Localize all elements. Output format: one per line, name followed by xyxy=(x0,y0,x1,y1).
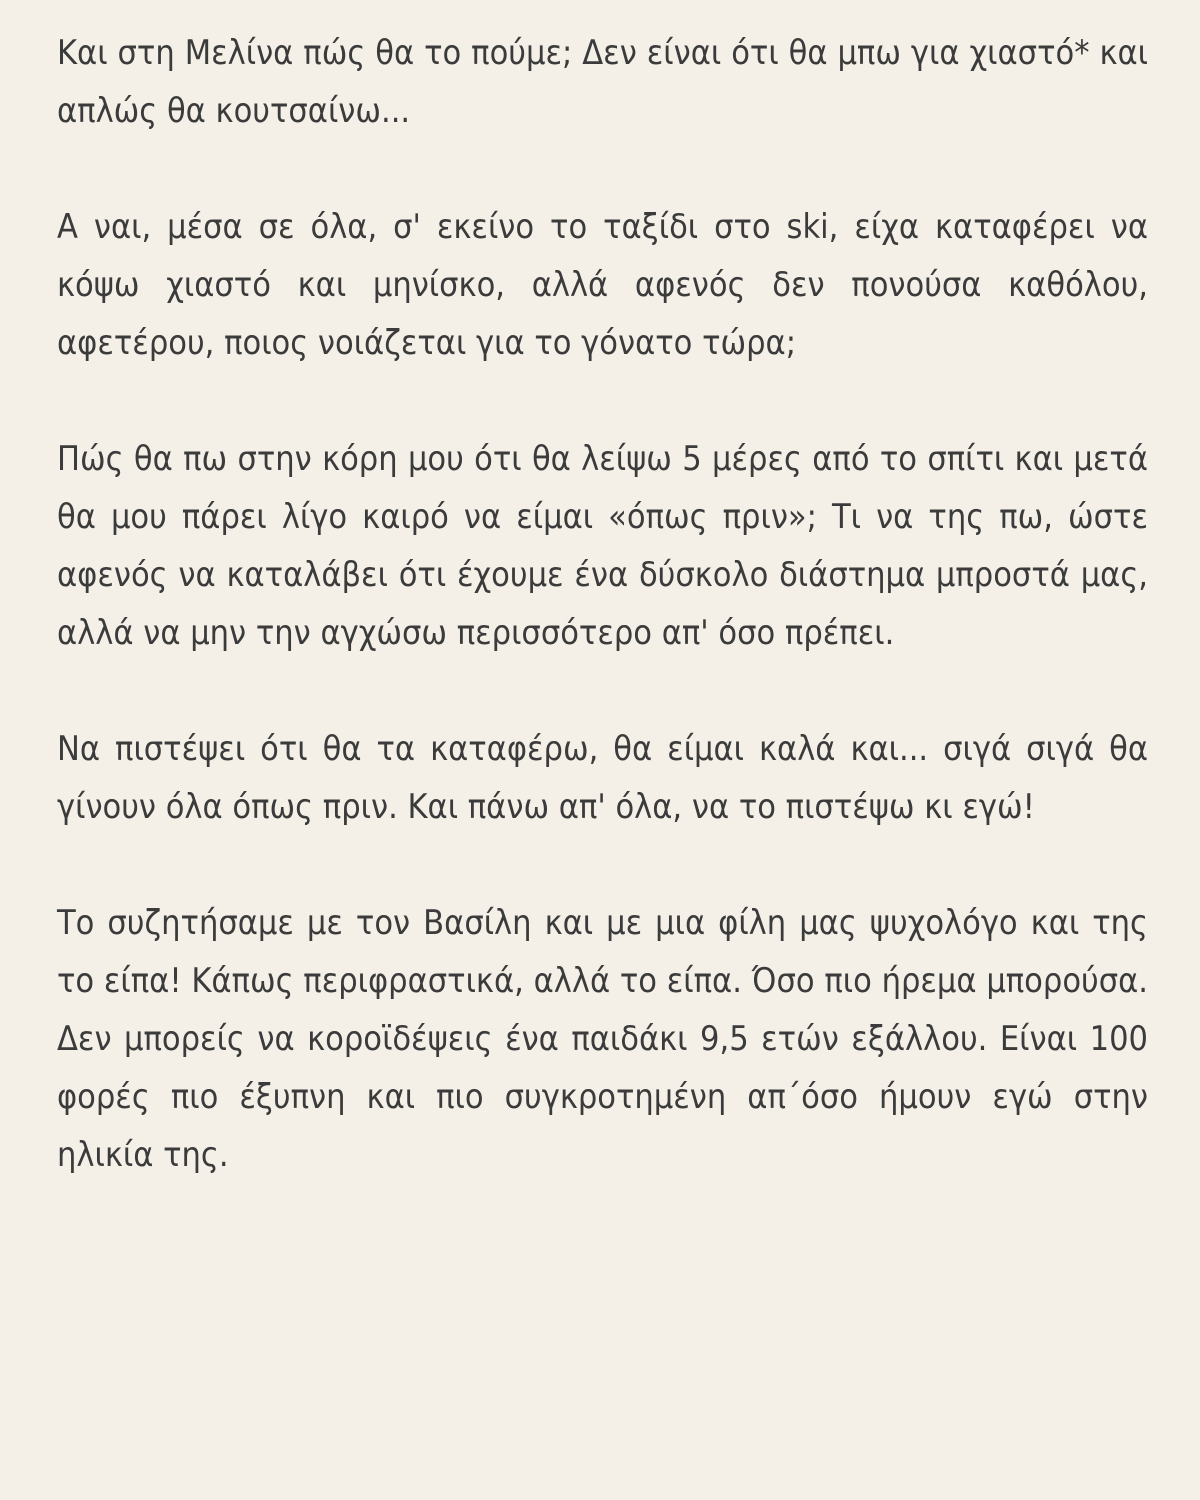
paragraph-1: Και στη Μελίνα πώς θα το πούμε; Δεν είναι ότι θα μπω για χιαστό* και απλώς θα κουτσαίνω... xyxy=(57,33,1148,131)
paragraph-2: Α ναι, μέσα σε όλα, σ' εκείνο το ταξίδι στο ski, είχα καταφέρει να κόψω χιαστό και μηνίσκο, αλλά αφενός δεν πονούσα καθόλου, αφετέρου, ποιος νοιάζεται για το γόνατο τώρα; xyxy=(57,207,1148,363)
paragraph-5: Το συζητήσαμε με τον Βασίλη και με μια φίλη μας ψυχολόγο και της το είπα! Κάπως περιφραστικά, αλλά το είπα. Όσο πιο ήρεμα μπορούσα. Δεν μπορείς να κοροϊδέψεις ένα παιδάκι 9,5 ετών εξάλλου. Είναι 100 φορές πιο έξυπνη και πιο συγκροτημένη απ΄όσο ήμουν εγώ στην ηλικία της. xyxy=(57,903,1148,1175)
paragraph-3: Πώς θα πω στην κόρη μου ότι θα λείψω 5 μέρες από το σπίτι και μετά θα μου πάρει λίγο καιρό να είμαι «όπως πριν»; Τι να της πω, ώστε αφενός να καταλάβει ότι έχουμε ένα δύσκολο διάστημα μπροστά μας, αλλά να μην την αγχώσω περισσότερο απ' όσο πρέπει. xyxy=(57,439,1148,653)
paragraph-4: Να πιστέψει ότι θα τα καταφέρω, θα είμαι καλά και... σιγά σιγά θα γίνουν όλα όπως πριν. Και πάνω απ' όλα, να το πιστέψω κι εγώ! xyxy=(57,729,1148,827)
